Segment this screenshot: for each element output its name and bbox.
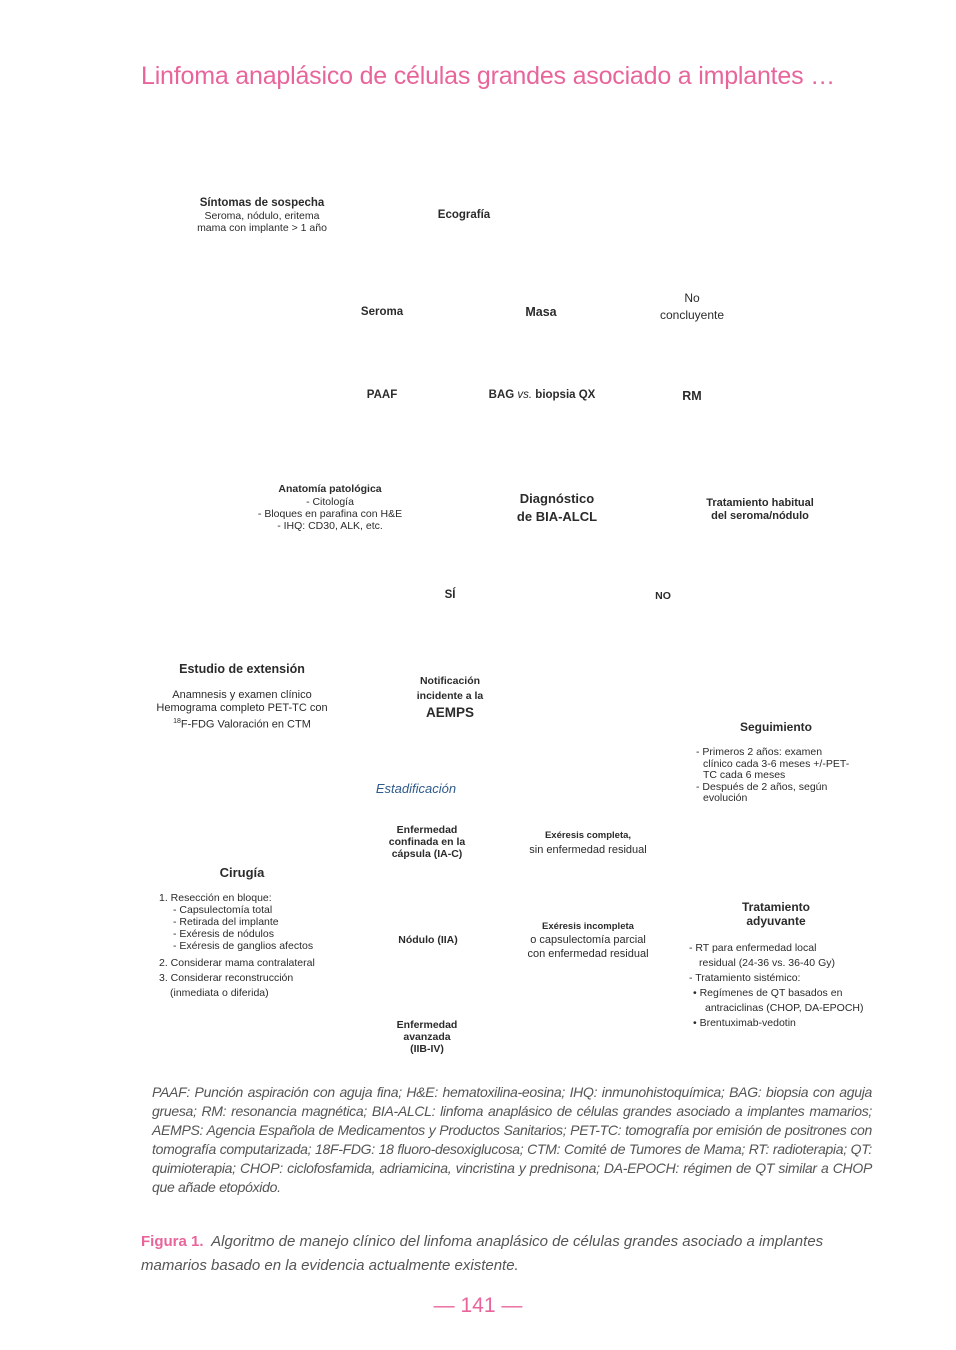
figure-label: Figura 1. [141, 1233, 204, 1250]
cirugia-item: - Retirada del implante [173, 916, 279, 928]
tratamiento-adyuvante-line2: adyuvante [746, 914, 806, 928]
estudio-line1: Anamnesis y examen clínico [172, 689, 312, 701]
node-masa: Masa [525, 305, 557, 319]
adyuvante-item: • Brentuximab-vedotin [693, 1017, 796, 1029]
sintomas-line1: Seroma, nódulo, eritema [204, 210, 320, 222]
anatomia-item: - IHQ: CD30, ALK, etc. [277, 520, 383, 532]
anatomia-item: - Bloques en parafina con H&E [257, 508, 403, 520]
tratamiento-habitual-line2: del seroma/nódulo [711, 510, 809, 522]
node-seguimiento-title: Seguimiento [739, 720, 812, 734]
tratamiento-adyuvante-line1: Tratamiento [741, 900, 810, 914]
node-cirugia-list [159, 892, 359, 1001]
node-ecografia: Ecografía [437, 209, 491, 221]
estudio-line3: F-FDG Valoración en CTM [180, 718, 311, 731]
node-enf-confinada [372, 824, 482, 860]
seguimiento-item: clínico cada 3-6 meses +/-PET- [703, 757, 850, 770]
node-bag [462, 389, 622, 401]
exeresis-completa-line1: Exéresis completa, [544, 830, 632, 841]
abbreviations-legend: PAAF: Punción aspiración con aguja fina; H&E: hematoxilina-eosina; IHQ: inmunohistoquímica; BAG: biopsia con aguja gruesa; RM: resonancia magnética; BIA-ALCL: linfoma anaplásico de células grandes asociado a implantes mamarios; AEMPS: Agencia Española de Medicamentos y Productos Sanitarios; PET-TC: tomografía por emisión de positrones con tomografía computarizada; 18F-FDG: 18 fluoro-desoxiglucosa; CTM: Comité de Tumores de Mama; RT: radioterapia; QT: quimioterapia; CHOP: ciclofosfamida, adriamicina, vincristina y prednisona; DA-EPOCH: régimen de QT similar a CHOP que añade etopóxido. [152, 1084, 872, 1195]
node-nodulo: Nódulo (IIA) [398, 934, 458, 946]
node-tratamiento-habitual [680, 497, 840, 523]
cirugia-item: - Exéresis de nódulos [173, 928, 274, 940]
node-anatomia [225, 483, 435, 532]
enf-confinada-line1: Enfermedad [396, 824, 458, 836]
node-notificacion [390, 674, 510, 721]
sintomas-title: Síntomas de sospecha [199, 197, 325, 209]
page-number: — 141 — [433, 1294, 523, 1317]
estudio-line2: Hemograma completo PET-TC con [156, 702, 328, 714]
cirugia-item: 2. Considerar mama contralateral [159, 957, 315, 969]
seguimiento-item: TC cada 6 meses [703, 769, 786, 781]
cirugia-item: 3. Considerar reconstrucción [159, 972, 294, 984]
node-paaf: PAAF [366, 389, 398, 401]
exeresis-incompleta-line3: con enfermedad residual [527, 948, 649, 960]
enf-avanzada-line1: Enfermedad [396, 1019, 458, 1031]
no-concluyente-line1: No [684, 291, 700, 305]
seguimiento-item: - Primeros 2 años: examen [696, 746, 823, 758]
adyuvante-item: • Regímenes de QT basados en [693, 987, 843, 999]
seguimiento-item: evolución [703, 792, 748, 804]
exeresis-incompleta-line1: Exéresis incompleta [542, 921, 634, 932]
adyuvante-item: residual (24-36 vs. 36-40 Gy) [699, 957, 835, 969]
node-exeresis-completa [513, 830, 663, 858]
node-seroma: Seroma [360, 306, 404, 318]
anatomia-item: - Citología [306, 496, 354, 508]
notificacion-line1: Notificación [419, 675, 481, 687]
node-sintomas [172, 196, 352, 234]
enf-confinada-line2: confinada en la [388, 836, 466, 848]
tratamiento-habitual-line1: Tratamiento habitual [706, 497, 814, 509]
diagnostico-line1: Diagnóstico [519, 491, 595, 506]
notificacion-line2: incidente a la [416, 690, 484, 702]
enf-confinada-line3: cápsula (IA-C) [391, 848, 463, 860]
exeresis-completa-line2: sin enfermedad residual [529, 844, 647, 856]
bag-vs: vs. [517, 389, 533, 401]
no-concluyente-line2: concluyente [659, 308, 725, 322]
estudio-title: Estudio de extensión [179, 662, 305, 676]
staging-label: Estadificación [375, 781, 457, 796]
node-si: SÍ [444, 589, 456, 601]
node-rm: RM [682, 389, 702, 403]
node-cirugia-title: Cirugía [219, 865, 265, 880]
node-no: NO [655, 590, 671, 602]
diagnostico-line2: de BIA-ALCL [516, 509, 598, 524]
adyuvante-item: - RT para enfermedad local [689, 942, 817, 954]
anatomia-title: Anatomía patológica [278, 483, 382, 495]
node-enf-avanzada [372, 1019, 482, 1055]
bag-suffix: biopsia QX [532, 389, 596, 401]
cirugia-item: - Exéresis de ganglios afectos [173, 940, 314, 952]
node-diagnostico [487, 490, 627, 526]
exeresis-incompleta-line2: o capsulectomía parcial [530, 934, 646, 946]
node-exeresis-incompleta [508, 920, 668, 962]
figure-caption-text: Algoritmo de manejo clínico del linfoma anaplásico de células grandes asociado a implantes mamarios basado en la evidencia actualmente existente. [141, 1233, 824, 1274]
running-title: Linfoma anaplásico de células grandes asociado a implantes … [141, 62, 835, 90]
seguimiento-item: - Después de 2 años, según [696, 780, 828, 793]
figure-caption [141, 1230, 841, 1278]
enf-avanzada-line2: avanzada [403, 1031, 451, 1043]
node-tratamiento-adyuvante-title [706, 900, 846, 928]
node-estudio [142, 662, 342, 732]
cirugia-item: 1. Resección en bloque: [159, 892, 272, 904]
cirugia-item: - Capsulectomía total [173, 904, 273, 916]
adyuvante-item: - Tratamiento sistémico: [689, 972, 801, 984]
node-seguimiento-list [696, 747, 871, 805]
bag-prefix: BAG [488, 389, 518, 401]
sintomas-line2: mama con implante > 1 año [197, 222, 327, 234]
cirugia-item: (inmediata o diferida) [170, 987, 269, 999]
adyuvante-item: antraciclinas (CHOP, DA-EPOCH) [705, 1002, 864, 1014]
notificacion-line3: AEMPS [425, 705, 474, 720]
node-tratamiento-adyuvante-list [689, 941, 889, 1031]
node-no-concluyente [632, 290, 752, 324]
estudio-sup: 18 [173, 718, 181, 725]
enf-avanzada-line3: (IIB-IV) [410, 1043, 444, 1055]
